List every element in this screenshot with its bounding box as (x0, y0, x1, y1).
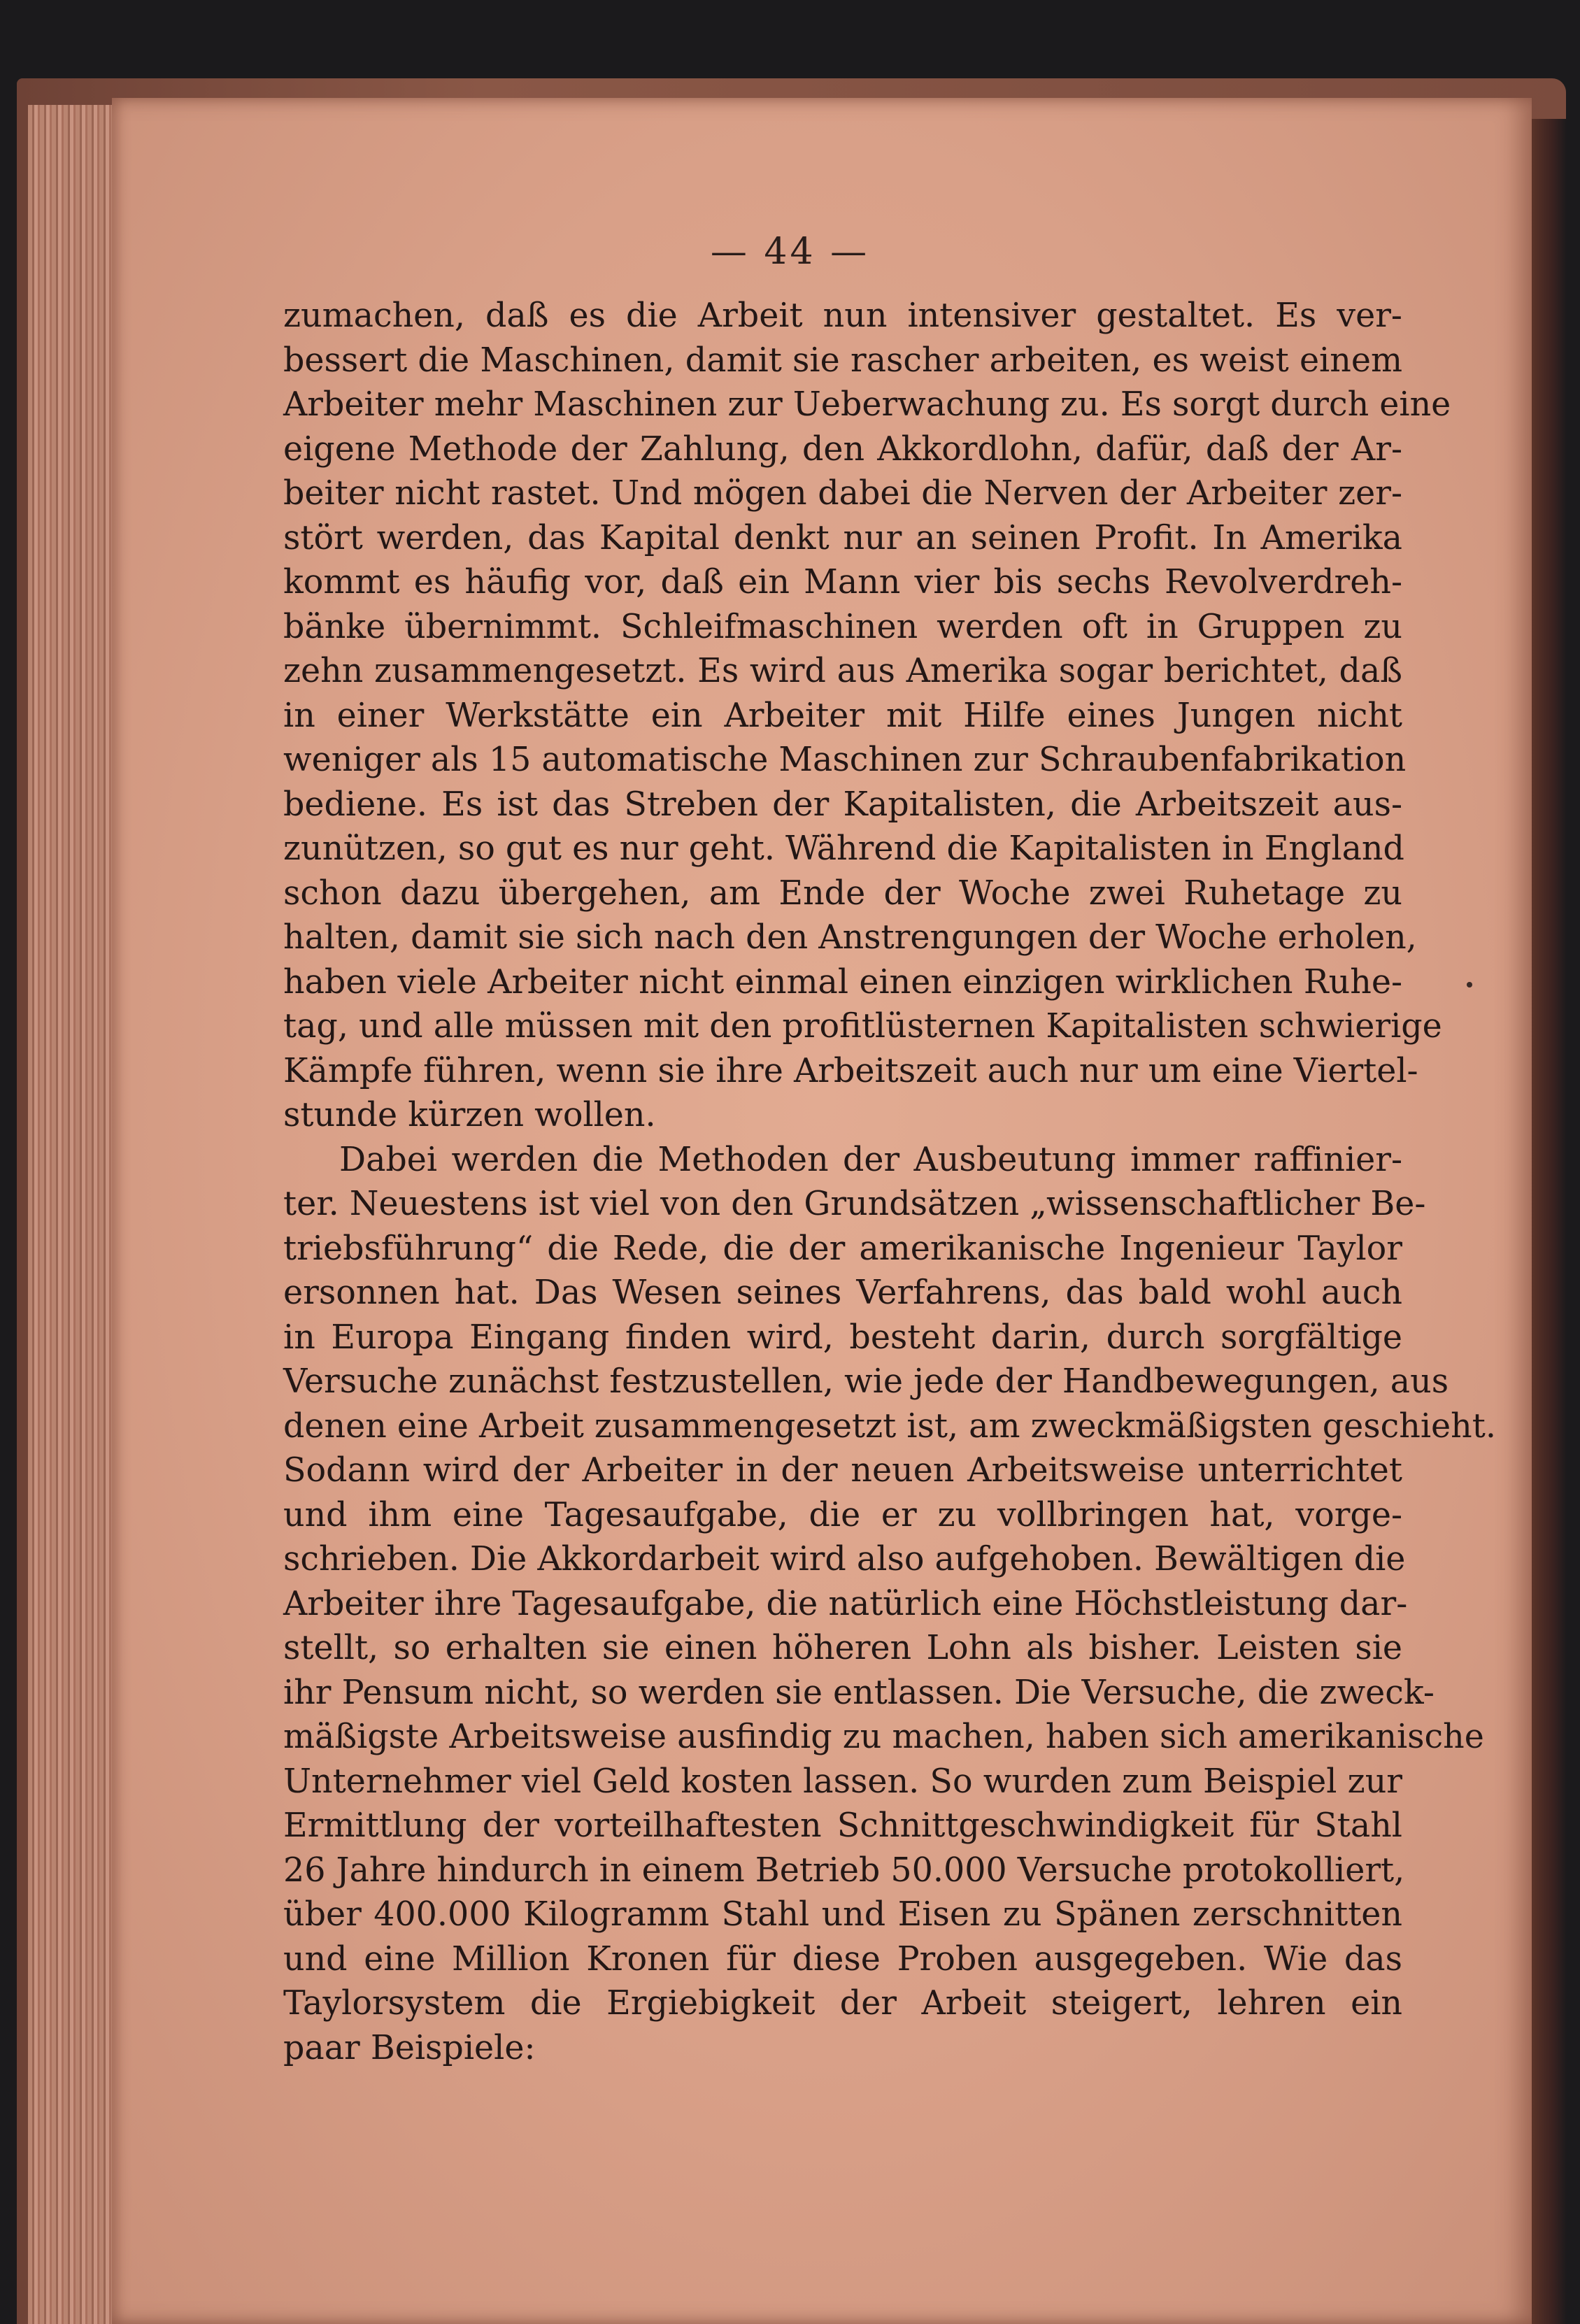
page-number: — 44 — (710, 231, 870, 273)
text-line: Unternehmer viel Geld kosten lassen. So wurden zum Beispiel zur (283, 1762, 1402, 1801)
text-line: Dabei werden die Methoden der Ausbeutung immer raffinier- (339, 1140, 1402, 1179)
paragraph (283, 294, 1451, 1138)
text-line: halten, damit sie sich nach den Anstrengungen der Woche erholen, (283, 918, 1417, 957)
text-line: in einer Werkstätte ein Arbeiter mit Hilfe eines Jungen nicht (283, 696, 1402, 735)
text-line: Kämpfe führen, wenn sie ihre Arbeitszeit auch nur um eine Viertel- (283, 1051, 1418, 1090)
text-line: in Europa Eingang finden wird, besteht darin, durch sorgfältige (283, 1318, 1402, 1357)
text-line: Ermittlung der vorteilhaftesten Schnittgeschwindigkeit für Stahl (283, 1806, 1402, 1845)
paragraph (283, 1138, 1496, 2071)
text-line: ihr Pensum nicht, so werden sie entlassen. Die Versuche, die zweck- (283, 1673, 1435, 1712)
text-line: und ihm eine Tagesaufgabe, die er zu vollbringen hat, vorge- (283, 1495, 1402, 1534)
text-line: stört werden, das Kapital denkt nur an seinen Profit. In Amerika (283, 518, 1402, 557)
text-line: triebsführung“ die Rede, die der amerikanische Ingenieur Taylor (283, 1229, 1402, 1268)
text-line: Sodann wird der Arbeiter in der neuen Arbeitsweise unterrichtet (283, 1451, 1402, 1490)
text-line: mäßigste Arbeitsweise ausfindig zu machen, haben sich amerikanische (283, 1718, 1484, 1756)
text-line: eigene Methode der Zahlung, den Akkordlohn, dafür, daß der Ar- (283, 429, 1402, 469)
page-edges (28, 105, 119, 2324)
text-line: und eine Million Kronen für diese Proben ausgegeben. Wie das (283, 1939, 1402, 1979)
text-line: Arbeiter ihre Tagesaufgabe, die natürlich eine Höchstleistung dar- (283, 1584, 1408, 1623)
text-line: Arbeiter mehr Maschinen zur Ueberwachung zu. Es sorgt durch eine (283, 385, 1451, 424)
text-line: stunde kürzen wollen. (283, 1096, 656, 1134)
text-line: zunützen, so gut es nur geht. Während die Kapitalisten in England (283, 829, 1404, 868)
text-line: zehn zusammengesetzt. Es wird aus Amerika sogar berichtet, daß (283, 652, 1402, 690)
text-line: paar Beispiele: (283, 2028, 536, 2067)
margin-speck (1467, 982, 1472, 988)
text-line: stellt, so erhalten sie einen höheren Lohn als bisher. Leisten sie (283, 1629, 1402, 1667)
text-line: tag, und alle müssen mit den profitlüsternen Kapitalisten schwierige (283, 1007, 1442, 1046)
text-line: ersonnen hat. Das Wesen seines Verfahrens, das bald wohl auch (283, 1274, 1402, 1312)
body-text (283, 294, 1496, 2070)
text-line: 26 Jahre hindurch in einem Betrieb 50.000 Versuche protokolliert, (283, 1851, 1405, 1890)
text-line: beiter nicht rastet. Und mögen dabei die Nerven der Arbeiter zer- (283, 474, 1402, 513)
text-line: bessert die Maschinen, damit sie rascher arbeiten, es weist einem (283, 341, 1402, 380)
text-line: schon dazu übergehen, am Ende der Woche zwei Ruhetage zu (283, 874, 1402, 913)
fore-edge-shadow (1532, 119, 1567, 2324)
text-line: denen eine Arbeit zusammengesetzt ist, am zweckmäßigsten geschieht. (283, 1406, 1496, 1446)
text-line: bänke übernimmt. Schleifmaschinen werden oft in Gruppen zu (283, 607, 1402, 646)
text-line: schrieben. Die Akkordarbeit wird also aufgehoben. Bewältigen die (283, 1540, 1406, 1578)
text-line: haben viele Arbeiter nicht einmal einen einzigen wirklichen Ruhe- (283, 962, 1402, 1001)
text-line: bediene. Es ist das Streben der Kapitalisten, die Arbeitszeit aus- (283, 785, 1402, 824)
text-line: über 400.000 Kilogramm Stahl und Eisen zu Spänen zerschnitten (283, 1895, 1402, 1934)
text-line: zumachen, daß es die Arbeit nun intensiver gestaltet. Es ver- (283, 297, 1402, 335)
text-line: Taylorsystem die Ergiebigkeit der Arbeit steigert, lehren ein (283, 1984, 1402, 2023)
text-line: weniger als 15 automatische Maschinen zur Schraubenfabrikation (283, 741, 1407, 779)
text-line: ter. Neuestens ist viel von den Grundsätzen „wissenschaftlicher Be- (283, 1185, 1426, 1223)
text-line: kommt es häufig vor, daß ein Mann vier bis sechs Revolverdreh- (283, 563, 1402, 601)
text-line: Versuche zunächst festzustellen, wie jede der Handbewegungen, aus (283, 1362, 1449, 1401)
